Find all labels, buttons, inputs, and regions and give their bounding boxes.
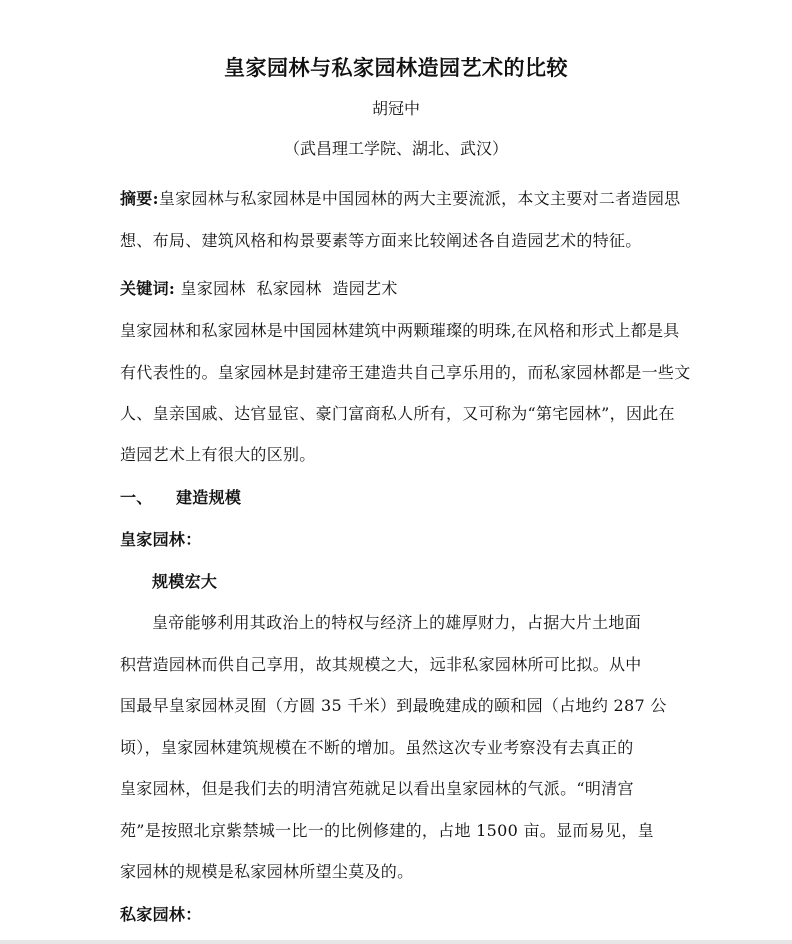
abstract-line-1 — [120, 186, 680, 209]
author-name: 胡冠中 — [371, 99, 420, 118]
royal-garden-heading: 皇家园林： — [120, 530, 202, 549]
keywords-text: 皇家园林 私家园林 造园艺术 — [180, 279, 398, 298]
keywords-label: 关键词: — [120, 279, 176, 298]
keywords-line — [120, 276, 398, 299]
royal-garden-subheading: 规模宏大 — [152, 572, 218, 591]
royal-paragraph-line: 皇家园林，但是我们去的明清宫苑就足以看出皇家园林的气派。“明清宫 — [120, 779, 634, 798]
intro-line: 有代表性的。皇家园林是封建帝王建造共自己享乐用的，而私家园林都是一些文 — [120, 363, 691, 382]
section-title: 建造规模 — [176, 488, 242, 507]
royal-paragraph-line: 积营造园林而供自己享用，故其规模之大，远非私家园林所可比拟。从中 — [120, 655, 642, 674]
royal-paragraph-line: 国最早皇家园林灵囿（方圆 35 千米）到最晚建成的颐和园（占地约 287 公 — [120, 696, 667, 715]
abstract-label: 摘要: — [120, 189, 159, 208]
paper-title: 皇家园林与私家园林造园艺术的比较 — [224, 55, 568, 80]
abstract-line-2: 想、布局、建筑风格和构景要素等方面来比较阐述各自造园艺术的特征。 — [120, 231, 642, 250]
royal-paragraph-line: 家园林的规模是私家园林所望尘莫及的。 — [120, 862, 414, 881]
page-bottom-edge — [0, 940, 792, 944]
royal-paragraph-line: 皇帝能够利用其政治上的特权与经济上的雄厚财力，占据大片土地面 — [152, 613, 642, 632]
section-number: 一、 — [120, 488, 153, 507]
private-garden-heading: 私家园林： — [120, 905, 202, 924]
intro-line: 造园艺术上有很大的区别。 — [120, 445, 316, 464]
royal-paragraph-line: 顷），皇家园林建筑规模在不断的增加。虽然这次专业考察没有去真正的 — [120, 738, 634, 757]
intro-line: 人、皇亲国戚、达官显宦、豪门富商私人所有，又可称为“第宅园林”，因此在 — [120, 404, 675, 423]
abstract-text-1: 皇家园林与私家园林是中国园林的两大主要流派，本文主要对二者造园思 — [158, 189, 681, 208]
intro-line: 皇家园林和私家园林是中国园林建筑中两颗璀璨的明珠,在风格和形式上都是具 — [120, 321, 680, 340]
author-affiliation: （武昌理工学院、湖北、武汉） — [283, 139, 508, 158]
royal-paragraph-line: 苑”是按照北京紫禁城一比一的比例修建的，占地 1500 亩。显而易见，皇 — [120, 821, 654, 840]
